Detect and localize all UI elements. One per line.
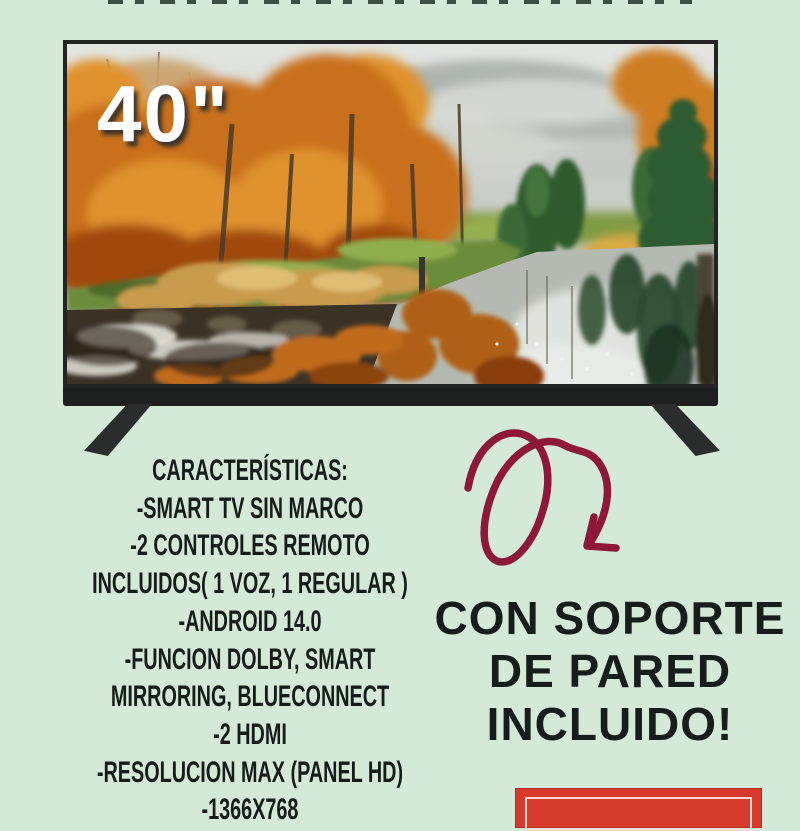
tv-chin <box>63 388 718 406</box>
resolution-cutoff-line: -1366X768 <box>201 793 299 827</box>
tv-screen <box>63 40 718 388</box>
tv-leg-left <box>84 404 154 456</box>
tv-size-label: 40" <box>97 69 230 158</box>
feature-line: -ANDROID 14.0 <box>178 604 322 638</box>
features-heading: CARACTERÍSTICAS: <box>152 454 348 487</box>
feature-line: -2 HDMI <box>213 717 287 751</box>
feature-line: MIRRORING, BLUECONNECT <box>110 680 390 714</box>
feature-line: -FUNCION DOLBY, SMART <box>124 642 376 676</box>
feature-line: INCLUIDOS( 1 VOZ, 1 REGULAR ) <box>92 567 408 601</box>
features-section <box>0 452 500 829</box>
feature-line: -RESOLUCION MAX (PANEL HD) <box>96 755 404 789</box>
tv-leg-right <box>648 404 720 456</box>
feature-line: -SMART TV SIN MARCO <box>136 491 364 525</box>
feature-line: -2 CONTROLES REMOTO <box>130 529 370 563</box>
wall-mount-promo-text: CON SOPORTE DE PARED INCLUIDO! <box>434 592 786 750</box>
scribble-arrow-icon <box>450 415 630 570</box>
tv <box>63 40 718 406</box>
cta-red-box[interactable] <box>515 788 762 828</box>
cta-inner-border <box>525 797 752 831</box>
cutoff-title-remnant <box>108 0 692 4</box>
